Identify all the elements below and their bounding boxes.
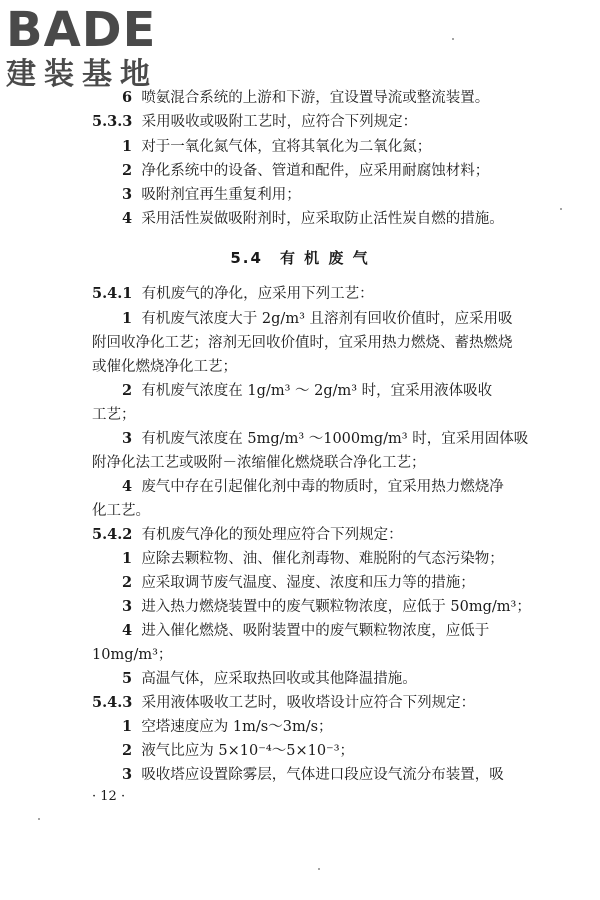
text-line: 附回收净化工艺；溶剂无回收价值时，宜采用热力燃烧、蓄热燃烧 bbox=[92, 335, 513, 351]
text-line: 4 采用活性炭做吸附剂时，应采取防止活性炭自燃的措施。 bbox=[122, 210, 504, 227]
text-line: 4 进入催化燃烧、吸附装置中的废气颗粒物浓度，应低于 bbox=[122, 622, 490, 639]
text-line: 2 液气比应为 5×10⁻⁴～5×10⁻³； bbox=[122, 742, 355, 759]
text-line: 1 空塔速度应为 1m/s～3m/s； bbox=[122, 718, 333, 735]
text-line: 或催化燃烧净化工艺； bbox=[92, 359, 237, 375]
scan-speck bbox=[38, 818, 40, 820]
text-line: 3 进入热力燃烧装置中的废气颗粒物浓度，应低于 50mg/m³； bbox=[122, 598, 531, 615]
text-line: 1 应除去颗粒物、油、催化剂毒物、难脱附的气态污染物； bbox=[122, 550, 504, 567]
text-line: 2 应采取调节废气温度、湿度、浓度和压力等的措施； bbox=[122, 574, 475, 591]
text-line: 4 废气中存在引起催化剂中毒的物质时，宜采用热力燃烧净 bbox=[122, 478, 504, 495]
logo-subtitle: 建装基地 bbox=[6, 57, 158, 92]
text-line: 10mg/m³； bbox=[92, 647, 173, 663]
text-line: 工艺； bbox=[92, 407, 136, 423]
scan-speck bbox=[318, 868, 320, 870]
text-line: 1 对于一氧化氮气体，宜将其氧化为二氧化氮； bbox=[122, 138, 432, 155]
text-line: 化工艺。 bbox=[92, 503, 150, 519]
page-number: · 12 · bbox=[92, 789, 126, 804]
text-line: 5 高温气体，应采取热回收或其他降温措施。 bbox=[122, 670, 417, 687]
text-line: 1 有机废气浓度大于 2g/m³ 且溶剂有回收价值时，应采用吸 bbox=[122, 310, 513, 327]
text-line: 3 吸附剂宜再生重复利用； bbox=[122, 186, 301, 203]
text-line: 3 吸收塔应设置除雾层，气体进口段应设气流分布装置，吸 bbox=[122, 766, 504, 783]
clause-5-4-2: 5.4.2 有机废气净化的预处理应符合下列规定： bbox=[92, 526, 403, 543]
text-line: 3 有机废气浓度在 5mg/m³ ～1000mg/m³ 时，宜采用固体吸 bbox=[122, 430, 529, 447]
scan-speck bbox=[452, 38, 454, 40]
clause-5-3-3: 5.3.3 采用吸收或吸附工艺时，应符合下列规定： bbox=[92, 113, 418, 130]
logo-brand: BADE bbox=[6, 2, 157, 58]
section-heading: 5.4 有 机 废 气 bbox=[230, 249, 370, 267]
clause-5-4-3: 5.4.3 采用液体吸收工艺时，吸收塔设计应符合下列规定： bbox=[92, 694, 476, 711]
clause-5-4-1: 5.4.1 有机废气的净化，应采用下列工艺： bbox=[92, 285, 374, 302]
text-line: 2 有机废气浓度在 1g/m³ ～ 2g/m³ 时，宜采用液体吸收 bbox=[122, 382, 493, 399]
text-line: 2 净化系统中的设备、管道和配件，应采用耐腐蚀材料； bbox=[122, 162, 490, 179]
text-line: 附净化法工艺或吸附－浓缩催化燃烧联合净化工艺； bbox=[92, 455, 426, 471]
scan-speck bbox=[560, 208, 562, 210]
text-line: 6 喷氨混合系统的上游和下游，宜设置导流或整流装置。 bbox=[122, 89, 490, 106]
